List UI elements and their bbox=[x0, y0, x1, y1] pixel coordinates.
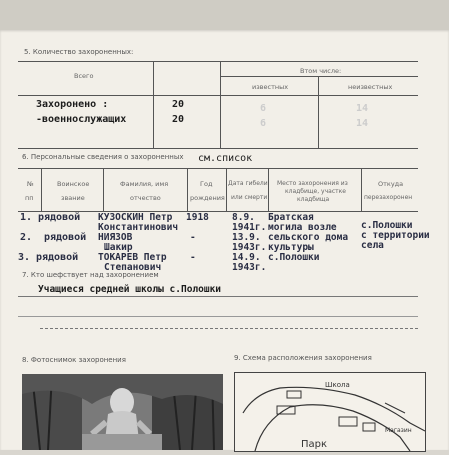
row1-num: 1. bbox=[20, 212, 33, 223]
table6-divider-3 bbox=[187, 168, 188, 211]
row1-death2: 1941г. bbox=[232, 222, 267, 233]
row3-name2: Степанович bbox=[104, 262, 162, 273]
row1-name1: КУЗОСКИН Петр bbox=[98, 212, 173, 223]
header-death: Дата гибели bbox=[228, 180, 268, 187]
section6-note: см.список bbox=[198, 153, 253, 164]
table6-divider-4 bbox=[226, 168, 227, 211]
row2-name2: Шакир bbox=[104, 242, 133, 253]
header-total: Всего bbox=[74, 72, 94, 80]
row2-rank: рядовой bbox=[44, 232, 87, 243]
row1-name2: Константинович bbox=[98, 222, 179, 233]
row1-known: 6 bbox=[260, 103, 267, 114]
table6-top-line bbox=[18, 168, 418, 169]
row3-year: - bbox=[190, 252, 196, 263]
header-unknown: неизвестных bbox=[348, 83, 393, 91]
row3-rank: рядовой bbox=[36, 252, 79, 263]
place-line2: могила возле bbox=[268, 222, 337, 233]
row3-name1: ТОКАРЕВ Петр bbox=[98, 252, 167, 263]
background-band bbox=[0, 0, 449, 34]
place-line3: сельского дома bbox=[268, 232, 349, 243]
row1-label: Захоронено : bbox=[36, 99, 109, 110]
table5-divider-3 bbox=[318, 76, 319, 148]
row2-unknown: 14 bbox=[356, 118, 369, 129]
row1-death1: 8.9. bbox=[232, 212, 255, 223]
row3-death1: 14.9. bbox=[232, 252, 261, 263]
from-line3: села bbox=[361, 240, 384, 251]
table6-divider-2 bbox=[103, 168, 104, 211]
row2-death1: 13.9. bbox=[232, 232, 261, 243]
section9-title: 9. Схема расположения захоронения bbox=[234, 354, 372, 362]
row1-unknown: 14 bbox=[356, 103, 369, 114]
place-line5: с.Полошки bbox=[268, 252, 320, 263]
row2-known: 6 bbox=[260, 118, 267, 129]
table5-bottom-line bbox=[18, 148, 418, 149]
table5-subheader-line bbox=[220, 76, 418, 77]
table5-divider-2 bbox=[220, 61, 221, 148]
table6-divider-5 bbox=[268, 168, 269, 211]
header-rank2: звание bbox=[61, 194, 85, 202]
row1-year: 1918 bbox=[186, 212, 209, 223]
header-from: Откуда bbox=[378, 180, 404, 188]
row2-label: -военнослужащих bbox=[36, 114, 127, 125]
table5-divider-1 bbox=[153, 61, 154, 148]
header-rank: Воинское bbox=[57, 180, 90, 188]
row2-num: 2. bbox=[20, 232, 33, 243]
burial-scheme bbox=[234, 372, 426, 452]
sec7-line1 bbox=[18, 296, 418, 297]
row2-year: - bbox=[190, 232, 196, 243]
section8-title: 8. Фотоснимок захоронения bbox=[22, 356, 126, 364]
table5-top-line bbox=[18, 61, 418, 62]
from-line1: с.Полошки bbox=[361, 220, 413, 231]
header-place2: кладбище, участке bbox=[285, 188, 346, 195]
from-line2: с территории bbox=[361, 230, 430, 241]
section7-value: Учащиеся средней школы с.Полошки bbox=[38, 284, 222, 295]
section7-title: 7. Кто шефствует над захоронением bbox=[22, 271, 159, 279]
header-num2: пп bbox=[25, 194, 34, 202]
header-known: известных bbox=[252, 83, 289, 91]
header-name2: отчество bbox=[130, 194, 161, 202]
table5-header-line bbox=[18, 95, 418, 96]
row3-death2: 1943г. bbox=[232, 262, 267, 273]
row3-num: 3. bbox=[18, 252, 31, 263]
table6-divider-6 bbox=[361, 168, 362, 211]
row2-name1: НИЯЗОВ bbox=[98, 232, 133, 243]
header-death2: или смерти bbox=[231, 194, 268, 201]
section5-title: 5. Количество захороненных: bbox=[24, 48, 134, 56]
header-from2: перезахоронен bbox=[364, 194, 413, 201]
header-year: Год bbox=[200, 180, 213, 188]
sec7-dashed-line bbox=[40, 328, 418, 330]
scheme-label-school: Школа bbox=[325, 381, 350, 389]
burial-photo bbox=[22, 374, 223, 450]
row1-rank: рядовой bbox=[38, 212, 81, 223]
sec7-line2 bbox=[18, 316, 418, 317]
section6-title: 6. Персональные сведения о захороненных bbox=[22, 153, 184, 161]
header-num: № bbox=[27, 180, 34, 188]
header-year2: рождения bbox=[190, 194, 225, 202]
header-name: Фамилия, имя bbox=[120, 180, 169, 188]
row2-total: 20 bbox=[172, 114, 185, 125]
row1-total: 20 bbox=[172, 99, 185, 110]
header-place3: кладбища bbox=[297, 196, 330, 203]
photo-image bbox=[22, 374, 223, 450]
place-line1: Братская bbox=[268, 212, 314, 223]
place-line4: культуры bbox=[268, 242, 314, 253]
scheme-label-shop: Магазин bbox=[385, 427, 412, 434]
scheme-label-park: Парк bbox=[301, 439, 328, 450]
header-including: Втом числе: bbox=[300, 67, 342, 75]
header-place: Место захоронения из bbox=[277, 180, 348, 187]
row2-death2: 1943г. bbox=[232, 242, 267, 253]
table6-divider-1 bbox=[41, 168, 42, 211]
